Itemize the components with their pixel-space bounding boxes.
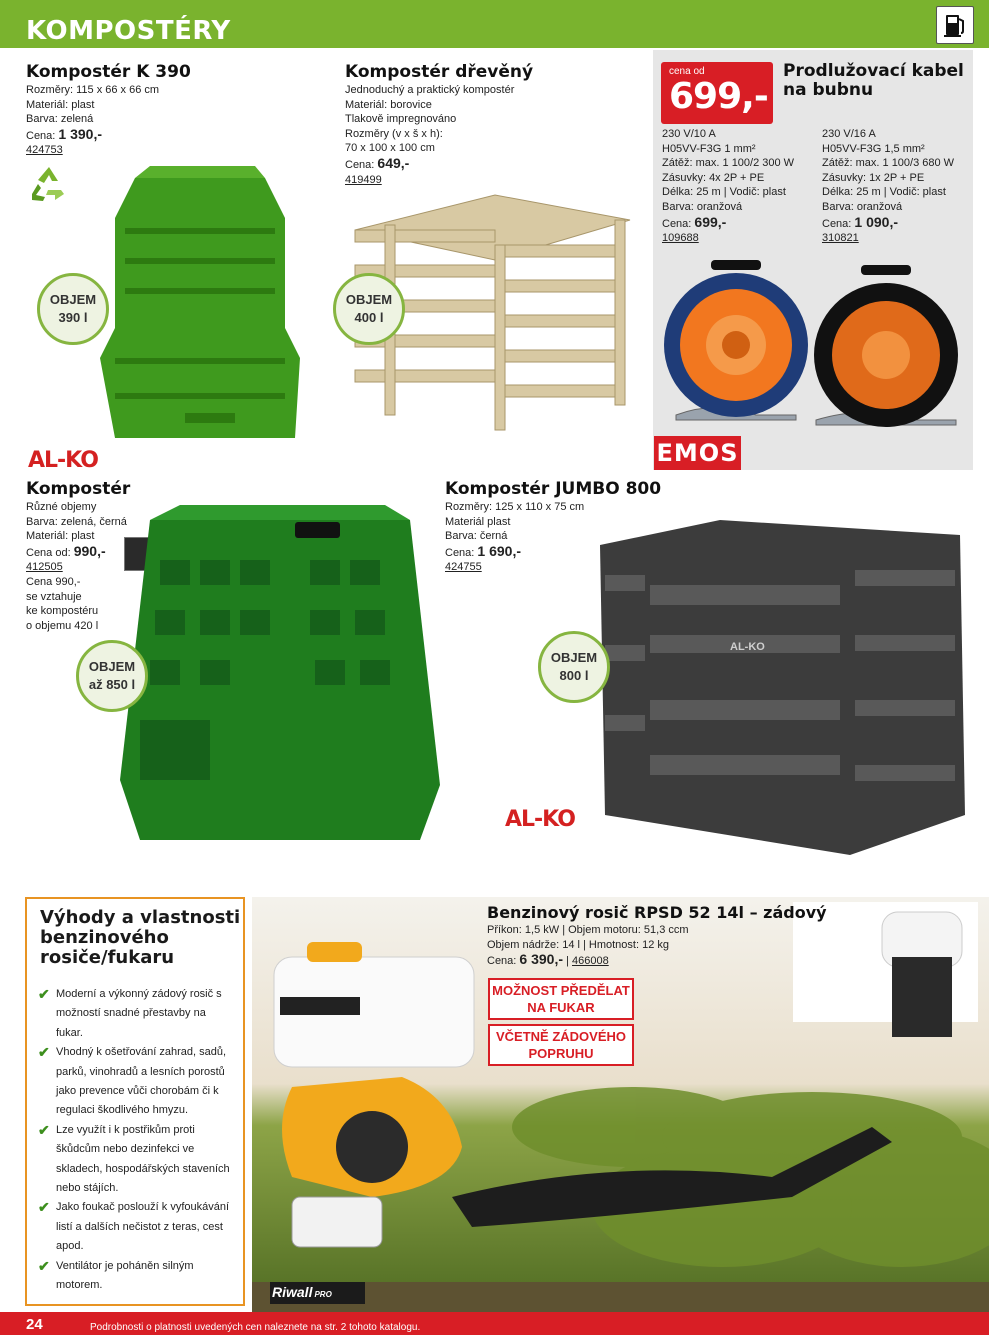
spec-line: 230 V/10 A [662,128,716,140]
check-icon: ✔ [38,1199,50,1216]
list-item-text: Jako foukač poslouží k vyfoukávání listí a dalších nečistot z teras, cest apod. [56,1201,230,1253]
price: 6 390,- [519,951,564,968]
recycle-icon [26,164,72,209]
price: 990,- [73,542,106,559]
spec-line: Barva: černá [445,530,508,543]
badge-value: 400 l [354,310,384,325]
price-tag [661,62,773,124]
spec-line: Materiál: plast [26,98,95,111]
price-label: Cena: [487,955,517,968]
jumbo-title: Kompostér JUMBO 800 [445,479,662,499]
footer-note: Podrobnosti o platnosti uvedených cen naleznete na str. 2 tohoto katalogu. [90,1322,421,1333]
product-code: 419499 [345,173,382,186]
spec-line: Různé objemy [26,501,97,513]
list-item [38,985,234,1043]
spec-line: H05VV-F3G 1,5 mm² [822,142,925,155]
wood-title: Kompostér dřevěný [345,62,534,82]
badge-label: OBJEM [49,292,97,307]
cable-reels-image [656,250,971,450]
list-item-text: Vhodný k ošetřování zahrad, sadů, parků, vinohradů a lesních porostů jako prevence vůči chorobám či k regulaci škodlivého hmyzu. [56,1046,226,1117]
advantages-title-line: benzinového [40,927,169,948]
check-icon: ✔ [38,1257,50,1274]
list-item-text: Lze využít i k postřikům proti škůdcům nebo dezinfekci ve skladech, hospodářských staveních nebo stájích. [56,1123,230,1195]
fuel-pump-icon [936,6,974,44]
jumbo-composter-image [590,515,975,865]
spec-line: Délka: 25 m | Vodič: plast [822,186,946,199]
spec-line: Barva: zelená [26,113,94,126]
callout-strap-included [488,1024,634,1066]
note-line: Cena 990,- [26,575,81,588]
advantages-list [38,985,234,1296]
spec-line: Příkon: 1,5 kW | Objem motoru: 51,3 ccm [487,924,689,936]
badge-label: OBJEM [345,292,393,307]
sprayer-title: Benzinový rosič RPSD 52 14l – zádový [487,903,827,922]
price-label: Cena: [445,546,475,559]
spec-line: Barva: zelená, černá [26,515,127,528]
check-icon: ✔ [38,1121,50,1138]
price-label: Cena: [822,217,852,230]
jumbo-body-label: AL-KO [730,641,765,653]
advantages-title-line: rosiče/fukaru [40,947,175,968]
emos-logo: EMOS [654,436,741,470]
spec-line: H05VV-F3G 1 mm² [662,142,756,155]
product-code: 412505 [26,561,63,574]
price: 1 390,- [58,125,103,142]
k390-composter-image [95,158,305,453]
note-line: ke kompostéru [26,605,99,618]
list-item [38,1198,234,1256]
alko-logo: AL-KO [28,448,98,473]
price-big: 699,- [669,76,768,117]
volume-badge [333,273,405,345]
spec-line: 70 x 100 x 100 cm [345,142,435,155]
price-label: Cena: [345,158,375,171]
callout-line: MOŽNOST PŘEDĚLAT [492,983,630,998]
sprayer-specs: Příkon: 1,5 kW | Objem motoru: 51,3 ccm Objem nádrže: 14 l | Hmotnost: 12 kg Cena: 6 390,- | 466008 [487,924,689,968]
product-code: 466008 [572,955,609,968]
check-icon: ✔ [38,986,50,1002]
spec-line: Jednoduchý a praktický kompostér [345,84,515,96]
badge-value: až 850 l [88,677,136,692]
price-label: Cena: [662,217,692,230]
product-code: 310821 [822,232,859,245]
badge-label: OBJEM [88,659,136,674]
product-code: 424753 [26,144,63,157]
alko-logo: AL-KO [505,807,575,832]
spec-line: Barva: oranžová [662,200,743,213]
cable-left-specs [662,127,794,246]
list-item [38,1043,234,1121]
badge-value: 390 l [58,310,88,325]
list-item [38,1121,234,1199]
price: 699,- [694,213,727,230]
wood-specs [345,83,514,187]
cable-title [783,62,964,100]
price-label: Cena od: [26,546,71,559]
page-number: 24 [26,1316,43,1333]
spec-line: Materiál: borovice [345,98,432,111]
spec-line: Délka: 25 m | Vodič: plast [662,186,786,199]
alko-title: Kompostér [26,479,131,499]
badge-label: OBJEM [550,650,598,665]
list-item-text: Ventilátor je poháněn silným motorem. [56,1259,194,1292]
badge-value: 800 l [559,668,589,683]
k390-specs [26,83,159,158]
cable-title-line: na bubnu [783,80,874,100]
spec-line: Tlakově impregnováno [345,113,457,126]
note-line: se vztahuje [26,590,82,603]
page-title: KOMPOSTÉRY [26,16,231,46]
volume-badge [37,273,109,345]
callout-line: POPRUHU [528,1046,594,1061]
alko-composter-image [110,500,450,870]
volume-badge [76,640,148,712]
callout-line: NA FUKAR [527,1000,595,1015]
spec-line: Zásuvky: 1x 2P + PE [822,171,925,184]
note-line: o objemu 420 l [26,619,99,632]
product-code: 424755 [445,561,482,574]
riwall-brand-suffix: PRO [314,1290,332,1299]
price: 1 690,- [477,542,522,559]
callout-line: VČETNĚ ZÁDOVÉHO [495,1029,626,1044]
spec-line: Zátěž: max. 1 100/2 300 W [662,157,795,170]
spec-line: Barva: oranžová [822,200,903,213]
spec-line: Rozměry (v x š x h): [345,127,443,140]
cable-title-line: Prodlužovací kabel [783,61,964,81]
price-prefix: cena od [669,66,705,77]
spec-line: 230 V/16 A [822,128,876,140]
spec-line: Materiál: plast [26,530,95,543]
advantages-title-line: Výhody a vlastnosti [40,907,241,928]
callout-blower-conversion [488,978,634,1020]
price: 649,- [377,154,410,171]
riwall-logo [272,1284,332,1300]
spec-line: Rozměry: 125 x 110 x 75 cm [445,501,585,513]
spec-line: Zásuvky: 4x 2P + PE [662,171,765,184]
price-label: Cena: [26,129,56,142]
product-code: 109688 [662,232,699,245]
list-item [38,1257,234,1296]
jumbo-specs [445,500,584,575]
spec-line: Zátěž: max. 1 100/3 680 W [822,157,955,170]
list-item-text: Moderní a výkonný zádový rosič s možností snadné přestavby na fukar. [56,988,222,1039]
riwall-brand: Riwall [272,1284,313,1300]
spec-line: Materiál plast [445,515,511,528]
cable-right-specs [822,127,954,246]
spec-line: Rozměry: 115 x 66 x 66 cm [26,84,160,96]
spec-line: Objem nádrže: 14 l | Hmotnost: 12 kg [487,938,669,951]
price: 1 090,- [854,213,899,230]
advantages-title [40,908,240,968]
volume-badge [538,631,610,703]
k390-title: Kompostér K 390 [26,62,191,82]
check-icon: ✔ [38,1044,50,1061]
